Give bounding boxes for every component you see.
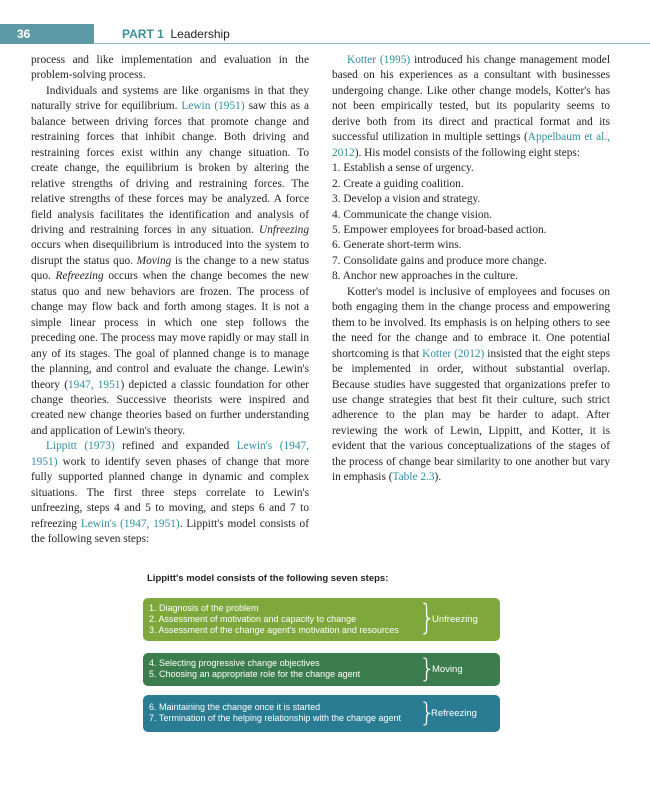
part-label: PART 1 (122, 27, 164, 41)
table-reference-link[interactable]: Table 2.3 (392, 471, 435, 484)
paragraph: process and like implementation and evaluation in the problem-solving process. (31, 54, 309, 82)
paragraph-lewin: Individuals and systems are like organisms in that they naturally strive for equilibrium. Lewin (1951) saw this as a balance between driving forces that promote change and restraining forces that inhibit change. Both driving and restraining forces exist within any change situation. To create change, the equilibrium is broken by altering the relative strengths of driving and restraining forces. The relative strengths of these forces may be analyzed. A force field analysis facilitates the identification and analysis of driving and restraining forces in any situation. Unfreezing occurs when disequilibrium is introduced into the system to disrupt the status quo. Moving is the change to a new status quo. Refreezing occurs when the change becomes the new status quo and new behaviors are frozen. The process of change may flow back and forth among stages. It is not a simple linear process in which one step follows the preceding one. The process may move rapidly or may stall in any of its stages. The goal of planned change is to manage the planning, and control and evaluate the change. Lewin's theory (1947, 1951) depicted a classic foundation for other change theories. Successive theorists were inspired and created new change theories based on further understanding and application of Lewin's theory. (31, 84, 310, 437)
paragraph-lippitt: Lippitt (1973) refined and expanded Lewin's (1947, 1951) work to identify seven phases of change that more fully supported planned change in dynamic and complex situations. The first three steps correlate to Lewin's unfreezing, steps 4 and 5 to moving, and steps 6 and 7 to refreezing Lewin's (1947, 1951). Lippitt's model consists of the following seven steps: (31, 440, 309, 546)
paragraph-kotter: Kotter (1995) introduced his change management model based on his experiences as a consultant with businesses undergoing change. Like other change models, Kotter's has not been empirically tested, but its popularity seems to derive both from its direct and practical format and its successful utilization in multiple settings (Appelbaum et al., 2012). His model consists of the following eight steps: (332, 54, 610, 159)
page-number: 36 (0, 24, 94, 44)
term-refreezing: Refreezing (55, 270, 104, 283)
figure-step: 6. Maintaining the change once it is started (149, 702, 321, 712)
citation-link[interactable]: 1947, 1951 (68, 378, 121, 391)
phase-label: Refreezing (431, 708, 477, 719)
list-item: 4. Communicate the change vision. (332, 208, 493, 221)
right-column (332, 53, 610, 486)
list-item: 2. Create a guiding coalition. (332, 177, 464, 190)
header-rule (94, 43, 650, 44)
citation-link[interactable]: Appelbaum et al., 2012 (332, 131, 610, 159)
figure-step: 4. Selecting progressive change objectives (149, 658, 320, 668)
citation-link[interactable]: Lippitt (1973) (46, 440, 115, 453)
figure-title: Lippitt's model consists of the following seven steps: (147, 573, 389, 584)
list-item: 6. Generate short-term wins. (332, 239, 462, 252)
figure-step: 3. Assessment of the change agent's motivation and resources (149, 625, 399, 635)
citation-link[interactable]: Kotter (2012) (422, 347, 485, 360)
lippitt-model-figure (143, 573, 500, 733)
figure-step: 2. Assessment of motivation and capacity to change (149, 614, 357, 624)
figure-step: 7. Termination of the helping relationship with the change agent (149, 713, 402, 723)
term-moving: Moving (136, 254, 172, 267)
list-item: 5. Empower employees for broad-based action. (332, 223, 547, 236)
phase-band-refreezing (143, 695, 500, 732)
brace-icon: } (419, 698, 436, 728)
citation-link[interactable]: Lewin's (1947, 1951) (80, 517, 180, 530)
list-item: 7. Consolidate gains and produce more change. (332, 254, 547, 267)
brace-icon: } (419, 597, 436, 639)
left-column (31, 53, 309, 548)
section-label: Leadership (170, 27, 230, 41)
phase-band-unfreezing (143, 598, 500, 641)
list-item: 3. Develop a vision and strategy. (332, 193, 481, 206)
list-item: 1. Establish a sense of urgency. (332, 162, 474, 175)
figure-step: 5. Choosing an appropriate role for the change agent (149, 669, 361, 679)
list-item: 8. Anchor new approaches in the culture. (332, 270, 518, 283)
phase-label: Moving (432, 664, 463, 675)
citation-link[interactable]: Lewin's (1947, 1951) (31, 440, 309, 468)
figure-step: 1. Diagnosis of the problem (149, 603, 259, 613)
paragraph-kotter-review: Kotter's model is inclusive of employees and focuses on both engaging them in the change process and empowering them to be involved. Its emphasis is on helping others to see the need for the change and to embrace it. One potential shortcoming is that Kotter (2012) insisted that the eight steps be implemented in order, without substantial overlap. Because studies have suggested that organizations prefer to use change strategies that best fit their culture, such strict adherence to the plan may be harder to adapt. After reviewing the work of Lewin, Lippitt, and Kotter, it is evident that the various conceptualizations of the stages of the process of change bear similarity to one another but vary in emphasis (Table 2.3). (332, 285, 610, 484)
term-unfreezing: Unfreezing (259, 223, 309, 236)
phase-band-moving (143, 653, 500, 686)
brace-icon: } (419, 654, 436, 684)
citation-link[interactable]: Kotter (1995) (347, 54, 411, 66)
running-head (122, 24, 230, 44)
page-header (0, 24, 650, 44)
phase-label: Unfreezing (432, 614, 478, 625)
citation-link[interactable]: Lewin (1951) (181, 100, 245, 113)
kotter-steps-list (332, 161, 610, 285)
